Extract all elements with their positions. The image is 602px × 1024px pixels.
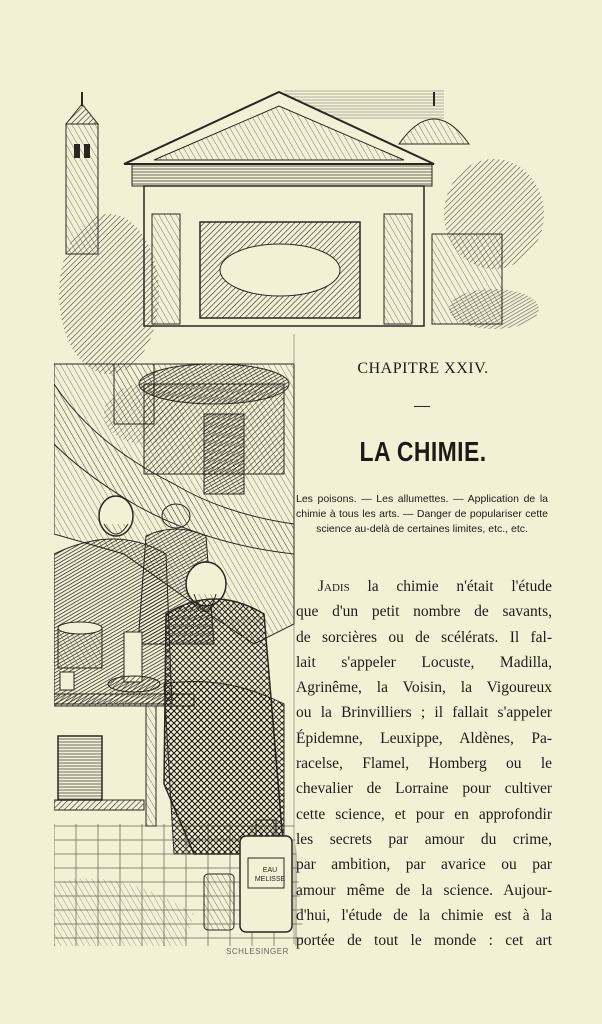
- chapter-heading: CHAPITRE XXIV.: [357, 360, 489, 377]
- chapter-title: LA CHIMIE.: [359, 436, 487, 467]
- body-line: par ambition, par avarice ou par: [296, 856, 552, 874]
- body-line: d'hui, l'étude de la chimie est à la: [296, 906, 552, 924]
- body-text: [296, 574, 552, 953]
- body-line: que d'un petit nombre de savants,: [296, 603, 552, 621]
- body-line: les secrets par amour du crime,: [296, 830, 552, 848]
- body-line: amour même de la science. Aujour-: [296, 881, 552, 899]
- body-line: chevalier de Lorraine pour cultiver: [296, 780, 552, 798]
- body-line: racelse, Flamel, Homberg ou le: [296, 755, 552, 773]
- body-line: cette science, et pour en approfondir: [296, 805, 552, 823]
- lead-word: Jadis: [318, 578, 350, 595]
- chapter-summary: Les poisons. — Les allumettes. — Application de la chimie à tous les arts. — Danger de populariser cette science au-delà de certaines limites, etc., etc.: [296, 493, 548, 535]
- bottle-label-line2: MELISSE: [254, 876, 286, 883]
- bottle-label: [250, 866, 290, 884]
- bottle-label-line1: EAU: [262, 867, 278, 874]
- body-line: portée de tout le monde : cet art: [296, 932, 552, 950]
- body-line: Épidemne, Leuxippe, Aldènes, Pa-: [296, 729, 552, 747]
- body-line: Jadis la chimie n'était l'étude: [318, 578, 552, 595]
- divider: [414, 406, 430, 407]
- body-line: ou la Brinvilliers ; il fallait s'appeler: [296, 704, 552, 722]
- body-line: Agrinême, la Voisin, la Vigoureux: [296, 679, 552, 697]
- bucket: [54, 736, 144, 810]
- engraver-signature: SCHLESINGER: [226, 947, 289, 956]
- body-line: de sorcières ou de scélérats. Il fal-: [296, 628, 552, 646]
- body-line: lait s'appeler Locuste, Madilla,: [296, 653, 552, 671]
